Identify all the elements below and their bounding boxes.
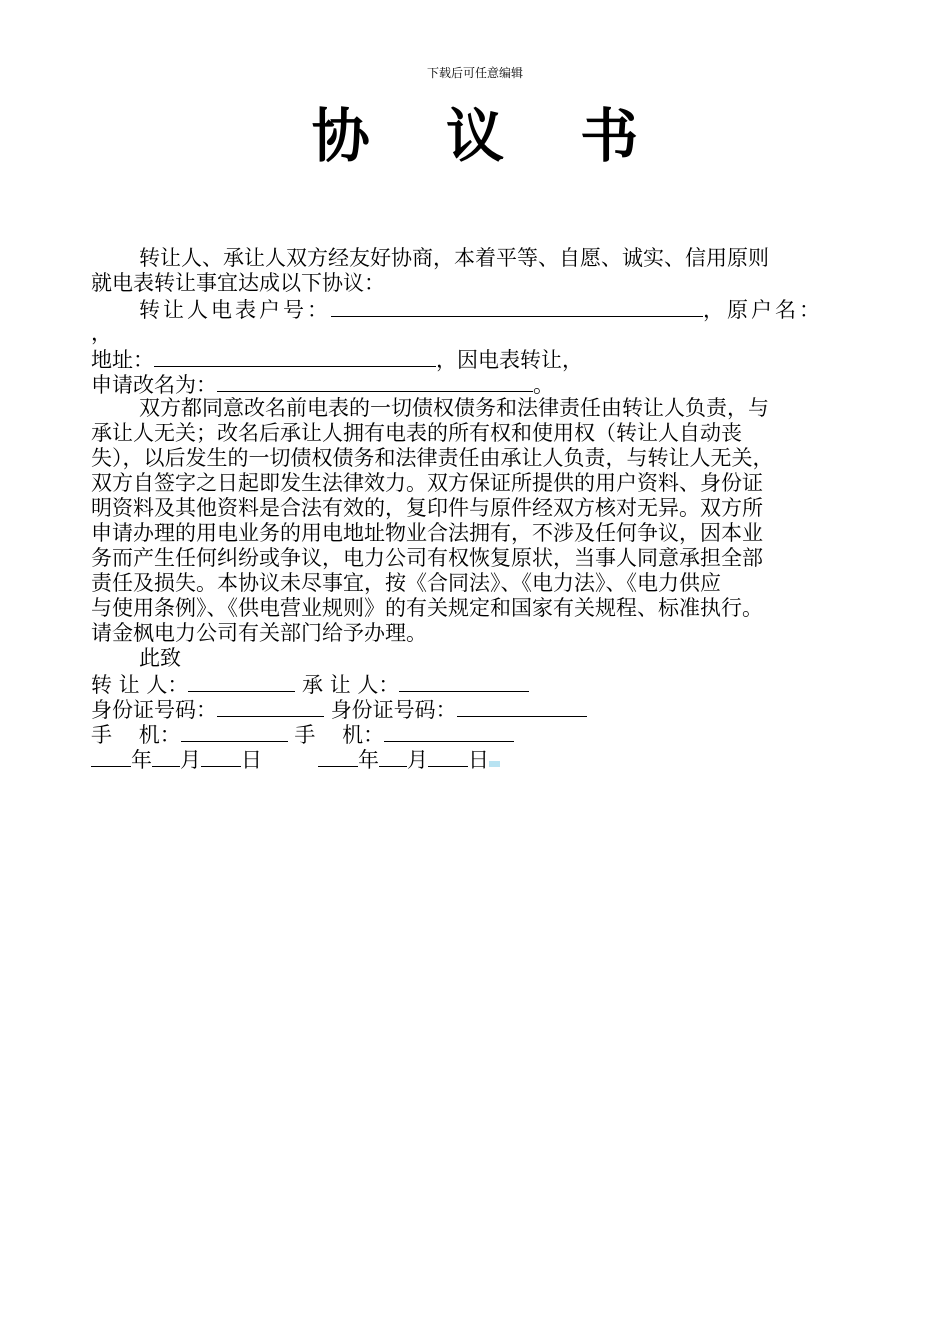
transferee-day-blank[interactable] xyxy=(428,746,468,767)
rename-suffix: 。 xyxy=(533,373,554,397)
rename-row xyxy=(91,371,877,396)
day-label: 日 xyxy=(468,748,489,772)
address-suffix: ，因电表转让， xyxy=(436,348,583,372)
transferee-label: 承 让 人： xyxy=(302,673,400,697)
year-label: 年 xyxy=(358,748,379,772)
month-label: 月 xyxy=(407,748,428,772)
transferor-id-blank[interactable] xyxy=(217,696,324,717)
agreement-line: 务而产生任何纠纷或争议，电力公司有权恢复原状，当事人同意承担全部 xyxy=(91,546,763,570)
address-label: 地址： xyxy=(91,348,154,372)
id-row xyxy=(91,696,877,721)
document-body xyxy=(91,246,877,771)
phone-row xyxy=(91,721,877,746)
transferor-month-blank[interactable] xyxy=(152,746,180,767)
meter-number-row xyxy=(91,296,877,321)
agreement-paragraph xyxy=(91,396,877,646)
transferor-id-label: 身份证号码： xyxy=(91,698,217,722)
day-label: 日 xyxy=(241,748,262,772)
transferee-blank[interactable] xyxy=(399,671,529,692)
address-blank[interactable] xyxy=(154,346,436,367)
agreement-line: 请金枫电力公司有关部门给予办理。 xyxy=(91,621,427,645)
transferee-phone-blank[interactable] xyxy=(384,721,514,742)
transferor-label: 转 让 人： xyxy=(91,673,189,697)
address-row xyxy=(91,346,877,371)
rename-blank[interactable] xyxy=(217,371,533,392)
agreement-line: 明资料及其他资料是合法有效的，复印件与原件经双方核对无异。双方所 xyxy=(91,496,763,520)
document-title: 协 议 书 xyxy=(311,102,667,170)
agreement-line: 双方自签字之日起即发生法律效力。双方保证所提供的用户资料、身份证 xyxy=(91,471,763,495)
transferor-blank[interactable] xyxy=(188,671,295,692)
rename-label: 申请改名为： xyxy=(91,373,217,397)
agreement-line: 双方都同意改名前电表的一切债权债务和法律责任由转让人负责，与 xyxy=(139,396,769,420)
agreement-line: 责任及损失。本协议未尽事宜，按《合同法》、《电力法》、《电力供应 xyxy=(91,571,721,595)
transferor-day-blank[interactable] xyxy=(201,746,241,767)
transferee-phone-label: 手 机： xyxy=(294,723,385,747)
closing: 此致 xyxy=(139,646,181,670)
cursor-mark xyxy=(489,761,500,767)
transferee-month-blank[interactable] xyxy=(379,746,407,767)
meter-number-label: 转让人电表户号： xyxy=(139,298,331,322)
transferor-year-blank[interactable] xyxy=(91,746,131,767)
transferee-id-blank[interactable] xyxy=(457,696,587,717)
header-note: 下载后可任意编辑 xyxy=(426,66,523,80)
signature-row xyxy=(91,671,877,696)
year-label: 年 xyxy=(131,748,152,772)
comma-row: ， xyxy=(91,321,112,345)
transferee-year-blank[interactable] xyxy=(318,746,358,767)
date-row xyxy=(91,746,877,771)
original-name-label: ，原户名： xyxy=(703,298,823,322)
month-label: 月 xyxy=(180,748,201,772)
transferor-phone-blank[interactable] xyxy=(181,721,288,742)
agreement-line: 申请办理的用电业务的用电地址物业合法拥有，不涉及任何争议，因本业 xyxy=(91,521,763,545)
agreement-line: 失），以后发生的一切债权债务和法律责任由承让人负责，与转让人无关， xyxy=(91,446,774,470)
agreement-line: 与使用条例》、《供电营业规则》的有关规定和国家有关规程、标准执行。 xyxy=(91,596,763,620)
agreement-line: 承让人无关；改名后承让人拥有电表的所有权和使用权（转让人自动丧 xyxy=(91,421,742,445)
intro-line-2: 就电表转让事宜达成以下协议： xyxy=(91,271,385,295)
transferor-phone-label: 手 机： xyxy=(91,723,181,747)
intro-line-1: 转让人、承让人双方经友好协商，本着平等、自愿、诚实、信用原则 xyxy=(139,246,769,270)
transferee-id-label: 身份证号码： xyxy=(330,698,457,722)
meter-number-blank[interactable] xyxy=(331,296,703,317)
